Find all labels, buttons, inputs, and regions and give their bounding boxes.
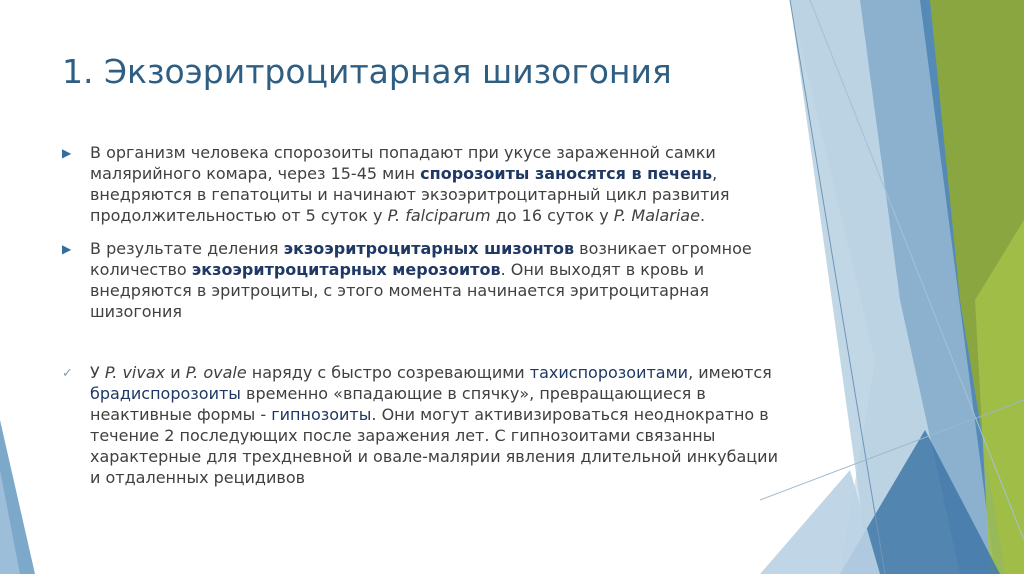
italic-run: P. Malariae xyxy=(613,206,700,225)
triangle-bullet-icon: ▶ xyxy=(62,242,72,256)
text-run: . Они выходят в кровь и внедряются в эритроциты, с этого момента начинается эритроцитарная шизогония xyxy=(90,260,710,321)
text-run: . Они могут активизироваться неоднократно в течение 2 последующих после заражения лет. С гипнозоитами связанны характерные для трехдневной и овале-малярии явления длительной инкубации и отдаленных рецидивов xyxy=(90,405,778,487)
text-run: В организм человека спорозоиты попадают при укусе зараженной самки малярийного комара, через 15-45 мин xyxy=(90,143,716,183)
text-run: , имеются xyxy=(688,363,772,382)
text-run: У xyxy=(90,363,105,382)
highlight-run: гипнозоиты xyxy=(271,405,372,424)
bullet-text-1 xyxy=(90,142,792,226)
bullet-text-3 xyxy=(90,362,792,488)
triangle-bullet-icon: ▶ xyxy=(62,146,72,160)
text-run: возникает огромное количество xyxy=(90,239,752,279)
italic-run: P. vivax xyxy=(104,363,166,382)
highlight-run: брадиспорозоиты xyxy=(90,384,241,403)
highlight-run: спорозоиты заносятся в печень xyxy=(420,164,713,183)
text-run: и xyxy=(165,363,186,382)
text-run: временно «впадающие в спячку», превращающиеся в неактивные формы - xyxy=(90,384,706,424)
slide-title: 1. Экзоэритроцитарная шизогония xyxy=(62,52,672,91)
italic-run: P. falciparum xyxy=(387,206,491,225)
text-run: . xyxy=(699,206,706,225)
text-run: В результате деления xyxy=(90,239,284,258)
checkmark-bullet-icon: ✓ xyxy=(62,366,73,381)
bullet-item-3 xyxy=(62,362,792,488)
bullet-item-2 xyxy=(62,238,792,322)
text-run: до 16 суток у xyxy=(490,206,614,225)
bullet-item-1 xyxy=(62,142,792,226)
text-run: наряду с быстро созревающими xyxy=(246,363,530,382)
italic-run: P. ovale xyxy=(185,363,247,382)
highlight-run: экзоэритроцитарных шизонтов xyxy=(283,239,575,258)
bullet-text-2 xyxy=(90,238,792,322)
highlight-run: экзоэритроцитарных мерозоитов xyxy=(191,260,501,279)
text-run: , внедряются в гепатоциты и начинают экзоэритроцитарный цикл развития продолжительностью от 5 суток у xyxy=(90,164,730,225)
highlight-run: тахиспорозоитами xyxy=(529,363,689,382)
